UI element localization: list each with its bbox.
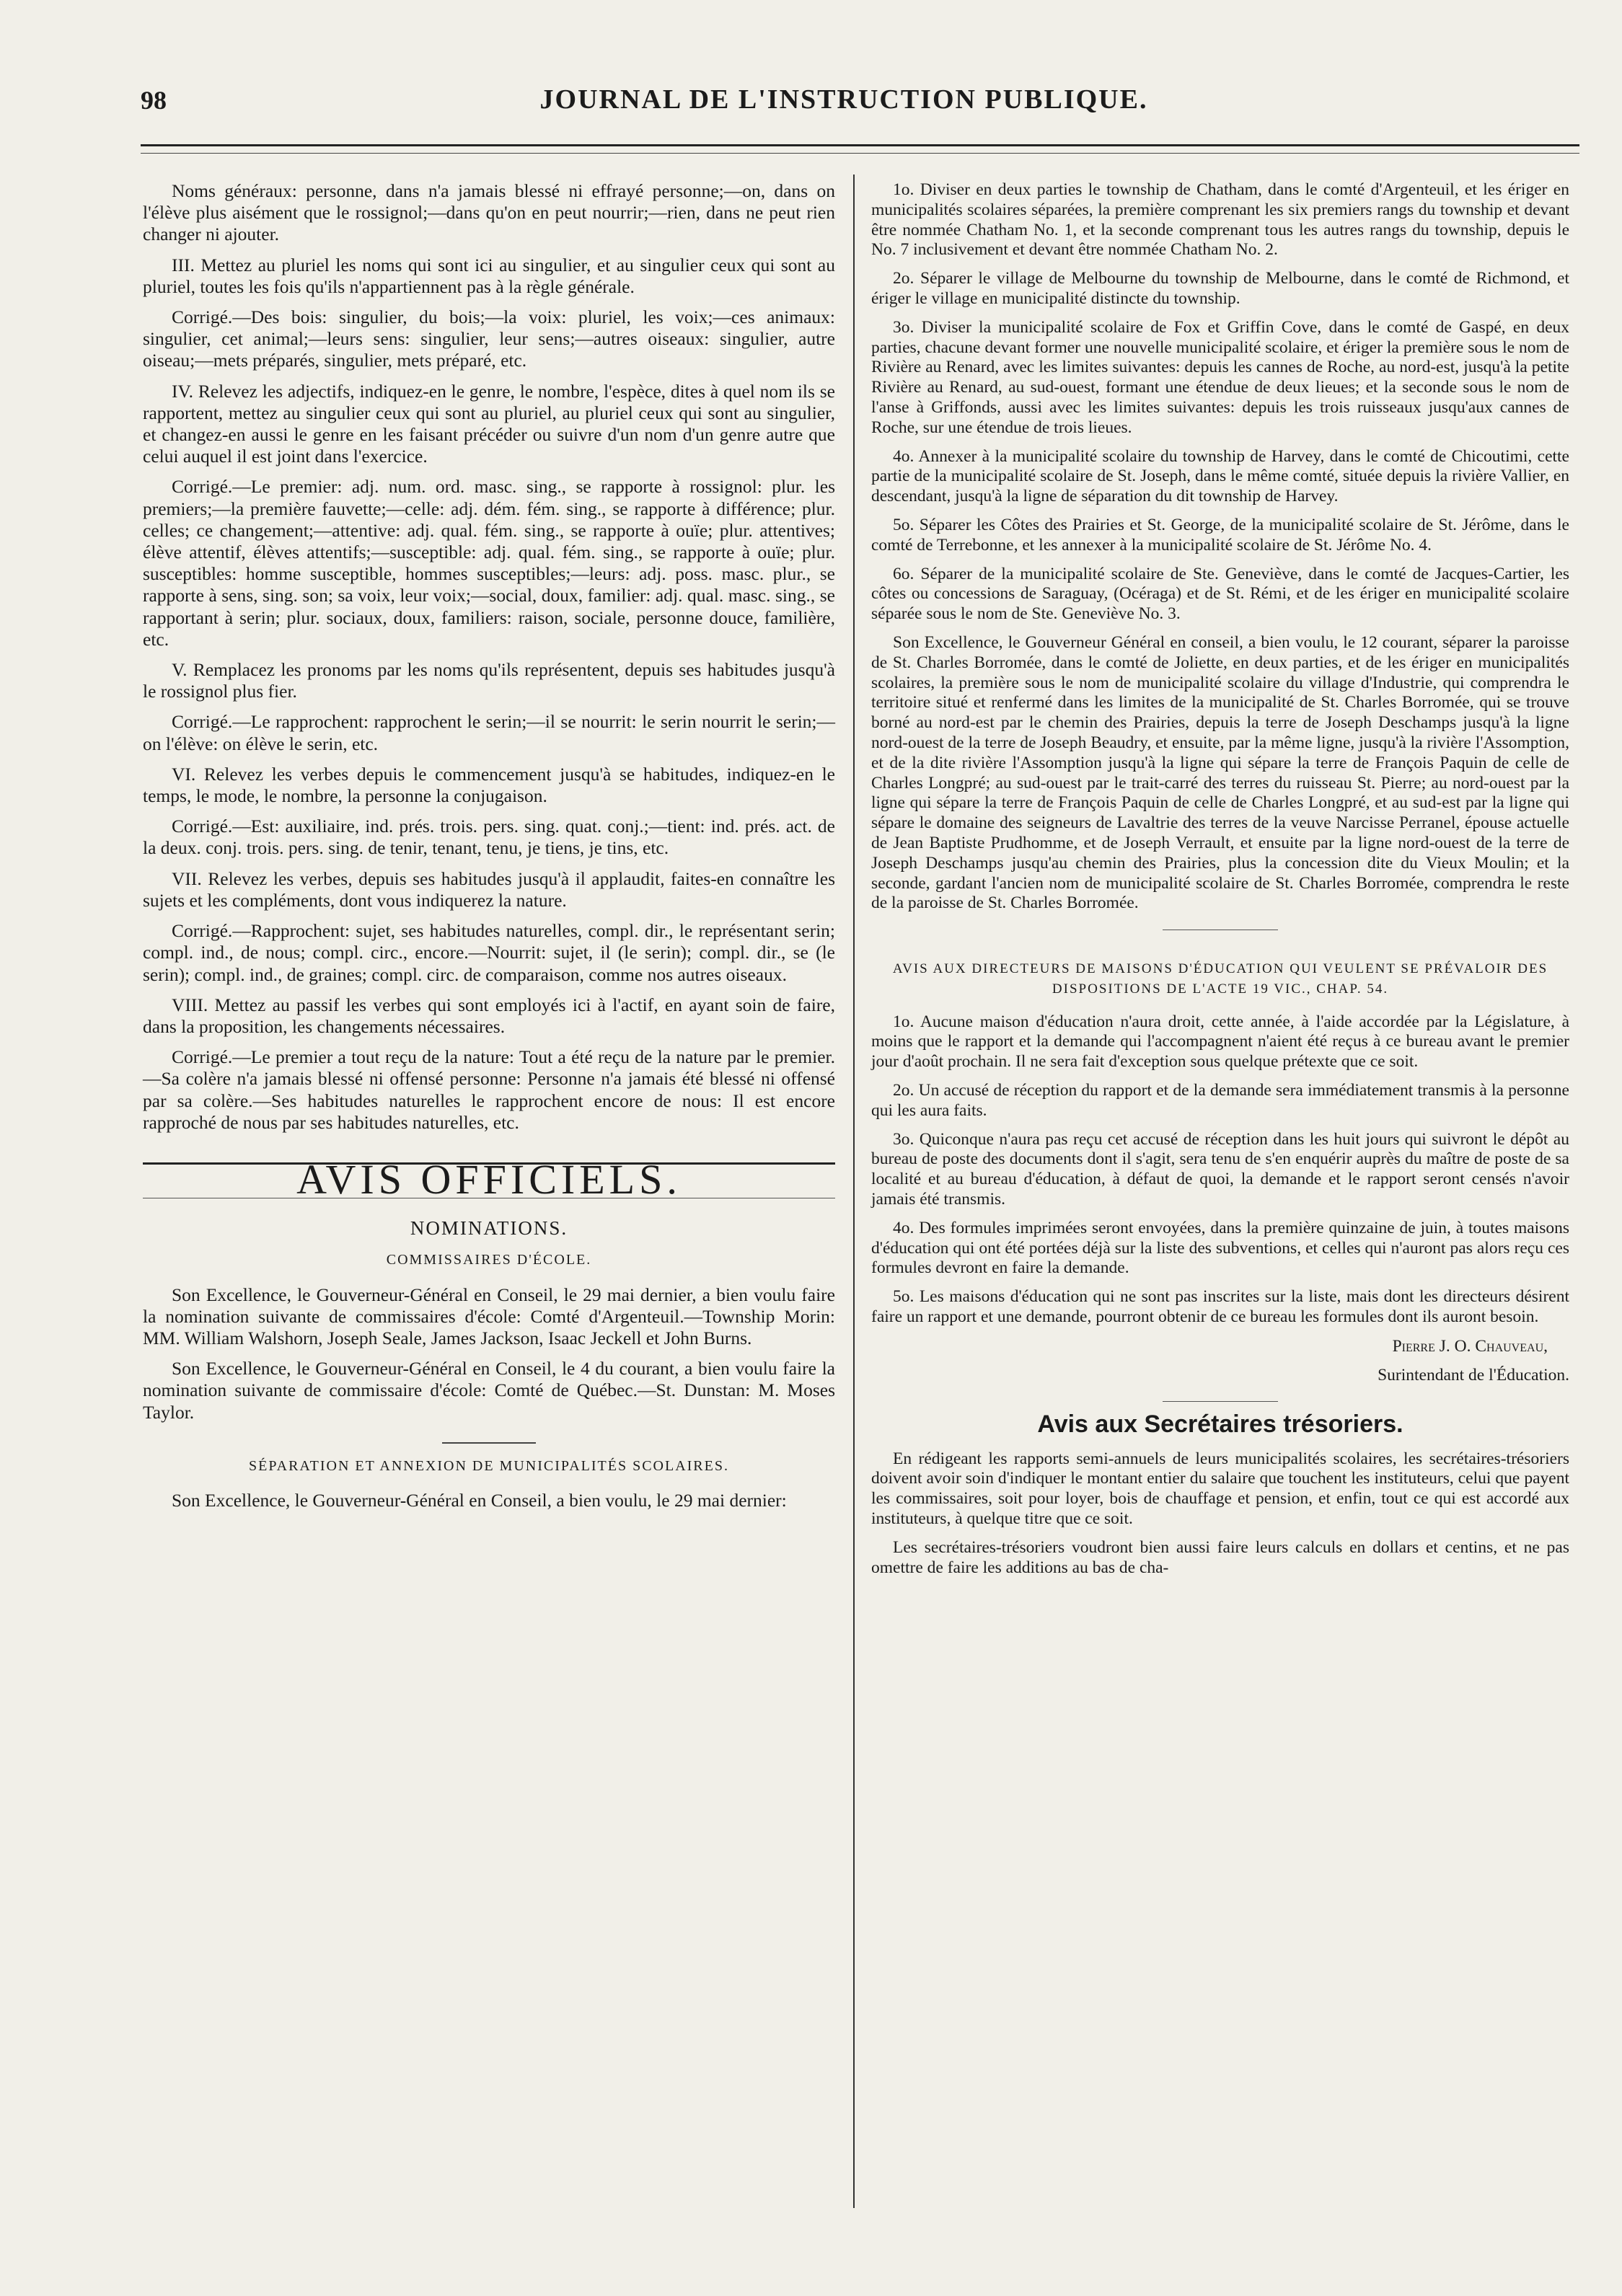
decision-item: 1o. Diviser en deux parties le township de Chatham, dans le comté d'Argenteuil, et les ériger en municipalités scolaires séparées, la première comprenant les six premiers rangs du township et devant être nommée Chatham No. 1, et la seconde comprenant tous les autres rangs du township, depuis le No. 7 inclusivement et devant être nommée Chatham No. 2.: [871, 180, 1569, 260]
signature-title: Surintendant de l'Éducation.: [1378, 1365, 1569, 1385]
exercise-paragraph: Corrigé.—Des bois: singulier, du bois;—la voix: pluriel, les voix;—ces animaux: singulier, cet animal;—leurs sens: singulier, leur sens;—autres oiseaux: singulier, autre oiseau;—mets préparés, singulier, mets préparé, etc.: [143, 306, 835, 371]
exercise-paragraph: Corrigé.—Rapprochent: sujet, ses habitudes naturelles, compl. dir., le représentant serin; compl. ind., de nous; compl. circ., encore.—Nourrit: sujet, il (le serin); compl. dir., se (le serin); compl. ind., de graines; compl. circ. de comparaison, comme nos autres oiseaux.: [143, 920, 835, 985]
secretaires-paragraph: Les secrétaires-trésoriers voudront bien aussi faire leurs calculs en dollars et centins, et ne pas omettre de faire les additions au bas de cha-: [871, 1537, 1569, 1577]
page-number: 98: [141, 86, 167, 115]
secretaires-paragraph: En rédigeant les rapports semi-annuels de leurs municipalités scolaires, les secrétaires-trésoriers doivent avoir soin d'indiquer le montant entier du salaire que touchent les instituteurs, celui que payent les commissaires, soit pour loyer, bois de chauffage et pension, et enfin, tout ce qui est accordé aux instituteurs, à quelque titre que ce soit.: [871, 1449, 1569, 1529]
exercise-paragraph: Corrigé.—Le premier a tout reçu de la nature: Tout a été reçu de la nature par le premier.—Sa colère n'a jamais blessé ni offensé personne: Personne n'a jamais été blessé ni offensé par sa colère.—Ses habitudes naturelles le rapprochent encore de nous: Il est encore rapproché de nous par ses habitudes naturelles, etc.: [143, 1046, 835, 1133]
exercise-paragraph: Corrigé.—Le rapprochent: rapprochent le serin;—il se nourrit: le serin nourrit le serin;—on l'élève: on élève le serin, etc.: [143, 711, 835, 754]
nomination-paragraph: Son Excellence, le Gouverneur-Général en Conseil, le 4 du courant, a bien voulu faire la nomination suivante de commissaire d'école: Comté de Québec.—St. Dunstan: M. Moses Taylor.: [143, 1358, 835, 1423]
column-divider: [853, 175, 855, 2208]
exercise-paragraph: IV. Relevez les adjectifs, indiquez-en le genre, le nombre, l'espèce, dites à quel nom ils se rapportent, mettez au singulier ceux qui sont au pluriel, au pluriel ceux qui sont au singulier, et changez-en aussi le genre en les faisant précéder ou suivre d'un nom d'un genre autre que celui auquel il est joint dans l'exercice.: [143, 380, 835, 467]
exercise-paragraph: VII. Relevez les verbes, depuis ses habitudes jusqu'à il applaudit, faites-en connaître les sujets et les compléments, dont vous indiquerez la nature.: [143, 867, 835, 911]
nomination-paragraph: Son Excellence, le Gouverneur-Général en Conseil, le 29 mai dernier, a bien voulu faire la nomination suivante de commissaires d'école: Comté d'Argenteuil.—Township Morin: MM. William Walshorn, Joseph Seale, James Jackson, Isaac Jeckell et John Burns.: [143, 1284, 835, 1348]
exercise-paragraph: VI. Relevez les verbes depuis le commencement jusqu'à se habitudes, indiquez-en le temps, le mode, le nombre, la personne la conjugaison.: [143, 763, 835, 807]
header-rule: [141, 144, 1579, 146]
joliette-paragraph: Son Excellence, le Gouverneur Général en conseil, a bien voulu, le 12 courant, séparer la paroisse de St. Charles Borromée, dans le comté de Joliette, en deux parties, et de les ériger en municipalités scolaires, la première sous le nom de municipalité scolaire du village d'Industrie, qui comprendra le territoire situé et renfermé dans les limites de la municipalité de St. Charles Borromée, qui se trouve borné au nord-est par le chemin des Prairies, depuis la terre de Joseph Deschamps jusqu'à la ligne nord-ouest de la terre de Joseph Beaudry, et ensuite, par la même ligne, jusqu'à la rivière l'Assomption, et de la dite rivière l'Assomption jusqu'à la ligne qui sépare la terre de François Paquin de celle de Charles Longpré; au sud-ouest par le trait-carré des terres du ruisseau St. Pierre; au nord-ouest par la ligne qui sépare la terre de François Paquin de celle de Charles Longpré, et au sud-est par la ligne qui sépare le domaine des seigneurs de Lavaltrie des terres de la veuve Narcisse Perranel, épouse actuelle de Jean Baptiste Prudhomme, et de Joseph Verrault, et ensuite par la ligne nord-ouest de la terre de Joseph Deschamps jusqu'au chemin des Prairies, plus la concession dite du Vieux Moulin; et la seconde, gardant l'ancien nom de municipalité scolaire de St. Charles Borromée, comprendra le reste de la paroisse de St. Charles Borromée.: [871, 632, 1569, 913]
avis-officiels-heading: AVIS OFFICIELS.: [296, 1155, 682, 1203]
exercise-paragraph: VIII. Mettez au passif les verbes qui sont employés ici à l'actif, en ayant soin de faire, dans la proposition, les changements nécessaires.: [143, 994, 835, 1037]
directeurs-heading: AVIS AUX DIRECTEURS DE MAISONS D'ÉDUCATION QUI VEULENT SE PRÉVALOIR DES DISPOSITIONS DE L'ACTE 19 VIC., CHAP. 54.: [892, 961, 1548, 997]
decision-item: 4o. Annexer à la municipalité scolaire du township de Harvey, dans le comté de Chicoutimi, cette partie de la municipalité scolaire de St. Joseph, dans le même comté, située depuis la rivière Vallier, en descendant, jusqu'à la ligne de séparation du dit township de Harvey.: [871, 446, 1569, 506]
secretaires-heading: Avis aux Secrétaires trésoriers.: [1037, 1410, 1403, 1438]
decision-item: 5o. Séparer les Côtes des Prairies et St. George, de la municipalité scolaire de St. Jérôme, dans le comté de Terrebonne, et les annexer à la municipalité scolaire de St. Jérôme No. 4.: [871, 515, 1569, 555]
avis-item: 1o. Aucune maison d'éducation n'aura droit, cette année, à l'aide accordée par la Législature, à moins que le rapport et la demande qui l'accompagnent n'aient été reçus à ce bureau avant le premier jour d'août prochain. Il ne sera fait d'exception sous quelque prétexte que ce soit.: [871, 1012, 1569, 1072]
avis-item: 3o. Quiconque n'aura pas reçu cet accusé de réception dans les huit jours qui suivront le dépôt au bureau de poste des documents dont il s'agit, sera tenu de s'en enquérir auprès du maître de poste de sa localité et au bureau d'éducation, à défaut de quoi, la demande et le rapport seront censés n'avoir jamais été transmis.: [871, 1129, 1569, 1209]
separation-intro: Son Excellence, le Gouverneur-Général en Conseil, a bien voulu, le 29 mai dernier:: [172, 1489, 787, 1511]
nominations-heading: NOMINATIONS.: [410, 1217, 568, 1240]
decision-item: 6o. Séparer de la municipalité scolaire de Ste. Geneviève, dans le comté de Jacques-Cartier, les côtes ou concessions de Saraguay, (Océraga) et de St. Rémi, et de les ériger en municipalité scolaire séparée sous le nom de Ste. Geneviève No. 3.: [871, 564, 1569, 624]
running-title: JOURNAL DE L'INSTRUCTION PUBLIQUE.: [539, 84, 1148, 115]
exercise-paragraph: Noms généraux: personne, dans n'a jamais blessé ni effrayé personne;—on, dans on l'élève plus aisément que le rossignol;—dans qu'on en peut nourrir;—rien, dans ne peut rien changer ni ajouter.: [143, 180, 835, 245]
exercise-paragraph: III. Mettez au pluriel les noms qui sont ici au singulier, et au singulier ceux qui sont au pluriel, toutes les fois qu'ils n'appartiennent pas à la règle générale.: [143, 254, 835, 297]
avis-item: 5o. Les maisons d'éducation qui ne sont pas inscrites sur la liste, mais dont les directeurs désirent faire un rapport et une demande, pourront obtenir de ce bureau les formules dont ils auront besoin.: [871, 1287, 1569, 1327]
left-column: [143, 180, 835, 1520]
avis-item: 4o. Des formules imprimées seront envoyées, dans la première quinzaine de juin, à toutes maisons d'éducation qui ont été portées déjà sur la liste des subventions, et celles qui n'auront pas alors reçu ces formules devront en faire la demande.: [871, 1218, 1569, 1278]
decision-item: 2o. Séparer le village de Melbourne du township de Melbourne, dans le comté de Richmond, et ériger le village en municipalité distincte du township.: [871, 269, 1569, 308]
separation-heading: SÉPARATION ET ANNEXION DE MUNICIPALITÉS SCOLAIRES.: [249, 1457, 729, 1474]
decision-item: 3o. Diviser la municipalité scolaire de Fox et Griffin Cove, dans le comté de Gaspé, en deux parties, chacune devant former une nouvelle municipalité scolaire, et ériger la première sous le nom de Rivière au Renard, avec les limites suivantes: depuis les cannes de Roche, au nord-est, jusqu'à la petite Rivière au Renard, au sud-ouest, formant une étendue de deux lieues; et la seconde sous le nom de l'anse à Griffonds, aussi avec les limites suivantes: depuis les trois ruisseaux jusqu'aux cannes de Roche, sur une étendue de trois lieues.: [871, 317, 1569, 437]
right-column: [871, 180, 1569, 1586]
divider: [1163, 1401, 1278, 1402]
divider: [442, 1442, 536, 1444]
signature-name: Pierre J. O. Chauveau,: [1392, 1336, 1548, 1356]
header-rule-thin: [141, 153, 1579, 154]
commissaires-heading: COMMISSAIRES D'ÉCOLE.: [386, 1252, 592, 1268]
exercise-paragraph: Corrigé.—Le premier: adj. num. ord. masc. sing., se rapporte à rossignol: plur. les premiers;—la première fauvette;—celle: adj. dém. fém. sing., se rapporte à différence; plur. celles; ce changement;—attentive: adj. qual. fém. sing., se rapporte à ouïe; plur. attentives; élève attentif, élèves attentifs;—susceptible: adj. qual. fém. sing., se rapporte à ouïe; plur. susceptibles: homme susceptible, hommes susceptibles;—leurs: adj. poss. masc. plur., se rapporte à sens, sing. son; sa voix, leur voix;—social, doux, familier: adj. qual. masc. sing., se rapportant à serin; plur. sociaux, doux, familiers: raison, sociale, personne douce, familière, etc.: [143, 476, 835, 650]
exercise-paragraph: V. Remplacez les pronoms par les noms qu'ils représentent, depuis ses habitudes jusqu'à le rossignol plus fier.: [143, 659, 835, 702]
exercise-paragraph: Corrigé.—Est: auxiliaire, ind. prés. trois. pers. sing. quat. conj.;—tient: ind. prés. act. de la deux. conj. trois. pers. sing. de tenir, tenant, tenu, je tiens, je tins, etc.: [143, 816, 835, 859]
avis-item: 2o. Un accusé de réception du rapport et de la demande sera immédiatement transmis à la personne qui les aura faits.: [871, 1081, 1569, 1120]
